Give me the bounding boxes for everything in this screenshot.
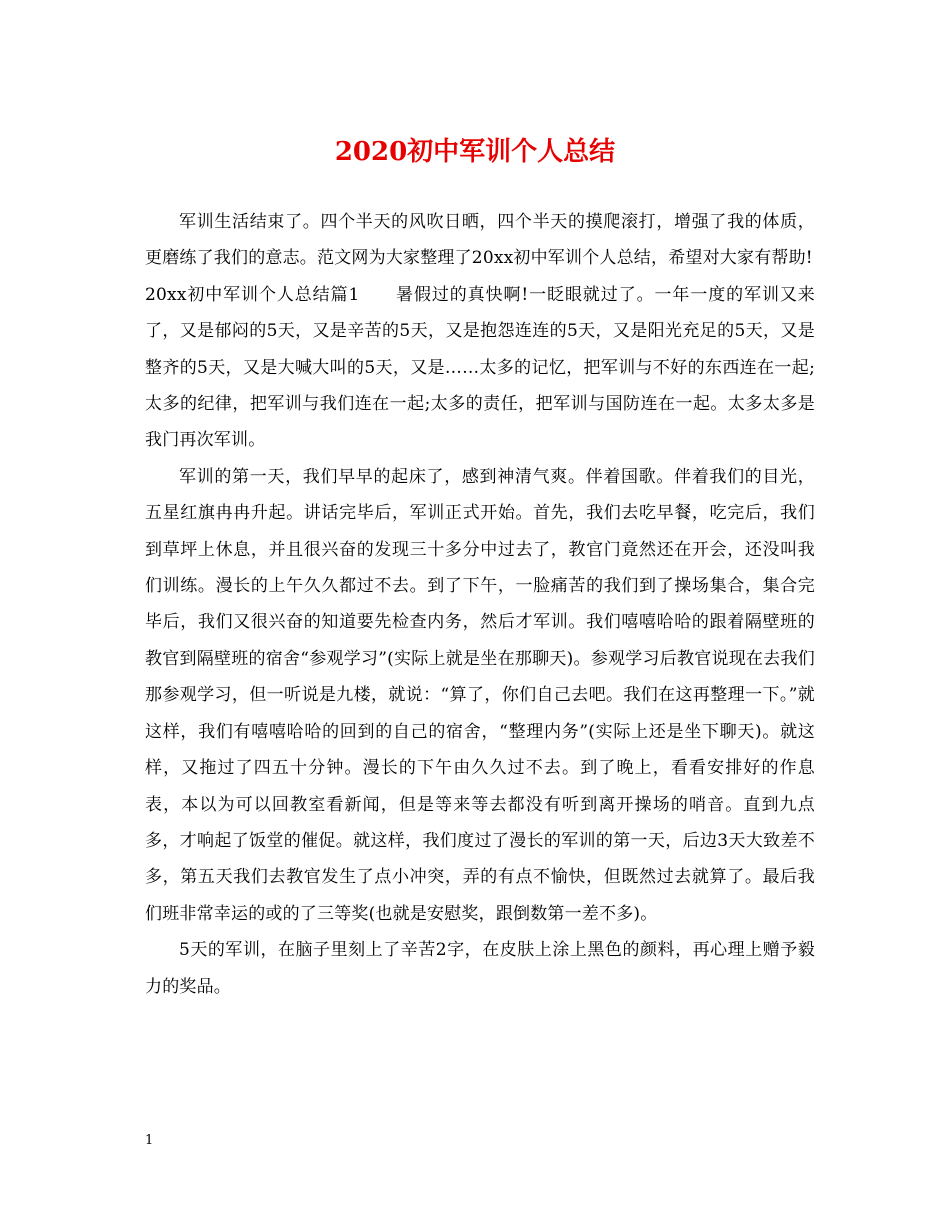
paragraph-part-one: 20xx初中军训个人总结篇1 暑假过的真快啊!一眨眼就过了。一年一度的军训又来了，又是郁闷的5天，又是辛苦的5天，又是抱怨连连的5天，又是阳光充足的5天，又是整齐的5天，又是大喊大叫的5天，又是……太多的记忆，把军训与不好的东西连在一起;太多的纪律，把军训与我们连在一起;太多的责任，把军训与国防连在一起。太多太多是我门再次军训。 [145, 284, 815, 451]
paragraph-intro: 军训生活结束了。四个半天的风吹日晒，四个半天的摸爬滚打，增强了我的体质，更磨练了我们的意志。范文网为大家整理了20xx初中军训个人总结，希望对大家有帮助! [145, 212, 815, 269]
page-title: 2020初中军训个人总结 [334, 137, 616, 167]
document-body [145, 204, 815, 1005]
page-number: 1 [145, 1133, 154, 1148]
paragraph-conclusion: 5天的军训，在脑子里刻上了辛苦2字，在皮肤上涂上黑色的颜料，再心理上赠予毅力的奖品。 [145, 940, 815, 997]
paragraph-first-day: 军训的第一天，我们早早的起床了，感到神清气爽。伴着国歌。伴着我们的目光，五星红旗冉冉升起。讲话完毕后，军训正式开始。首先，我们去吃早餐，吃完后，我们到草坪上休息，并且很兴奋的发现三十多分中过去了，教官门竟然还在开会，还没叫我们训练。漫长的上午久久都过不去。到了下午，一脸痛苦的我们到了操场集合，集合完毕后，我们又很兴奋的知道要先检查内务，然后才军训。我们嘻嘻哈哈的跟着隔壁班的教官到隔壁班的宿舍“参观学习”(实际上就是坐在那聊天)。参观学习后教官说现在去我们那参观学习，但一听说是九楼，就说：“算了，你们自己去吧。我们在这再整理一下。”就这样，我们有嘻嘻哈哈的回到的自己的宿舍，“整理内务”(实际上还是坐下聊天)。就这样，又拖过了四五十分钟。漫长的下午由久久过不去。到了晚上，看看安排好的作息表，本以为可以回教室看新闻，但是等来等去都没有听到离开操场的哨音。直到九点多，才响起了饭堂的催促。就这样，我们度过了漫长的军训的第一天，后边3天大致差不多，第五天我们去教官发生了点小冲突，弄的有点不愉快，但既然过去就算了。最后我们班非常幸运的或的了三等奖(也就是安慰奖，跟倒数第一差不多)。 [145, 466, 815, 924]
